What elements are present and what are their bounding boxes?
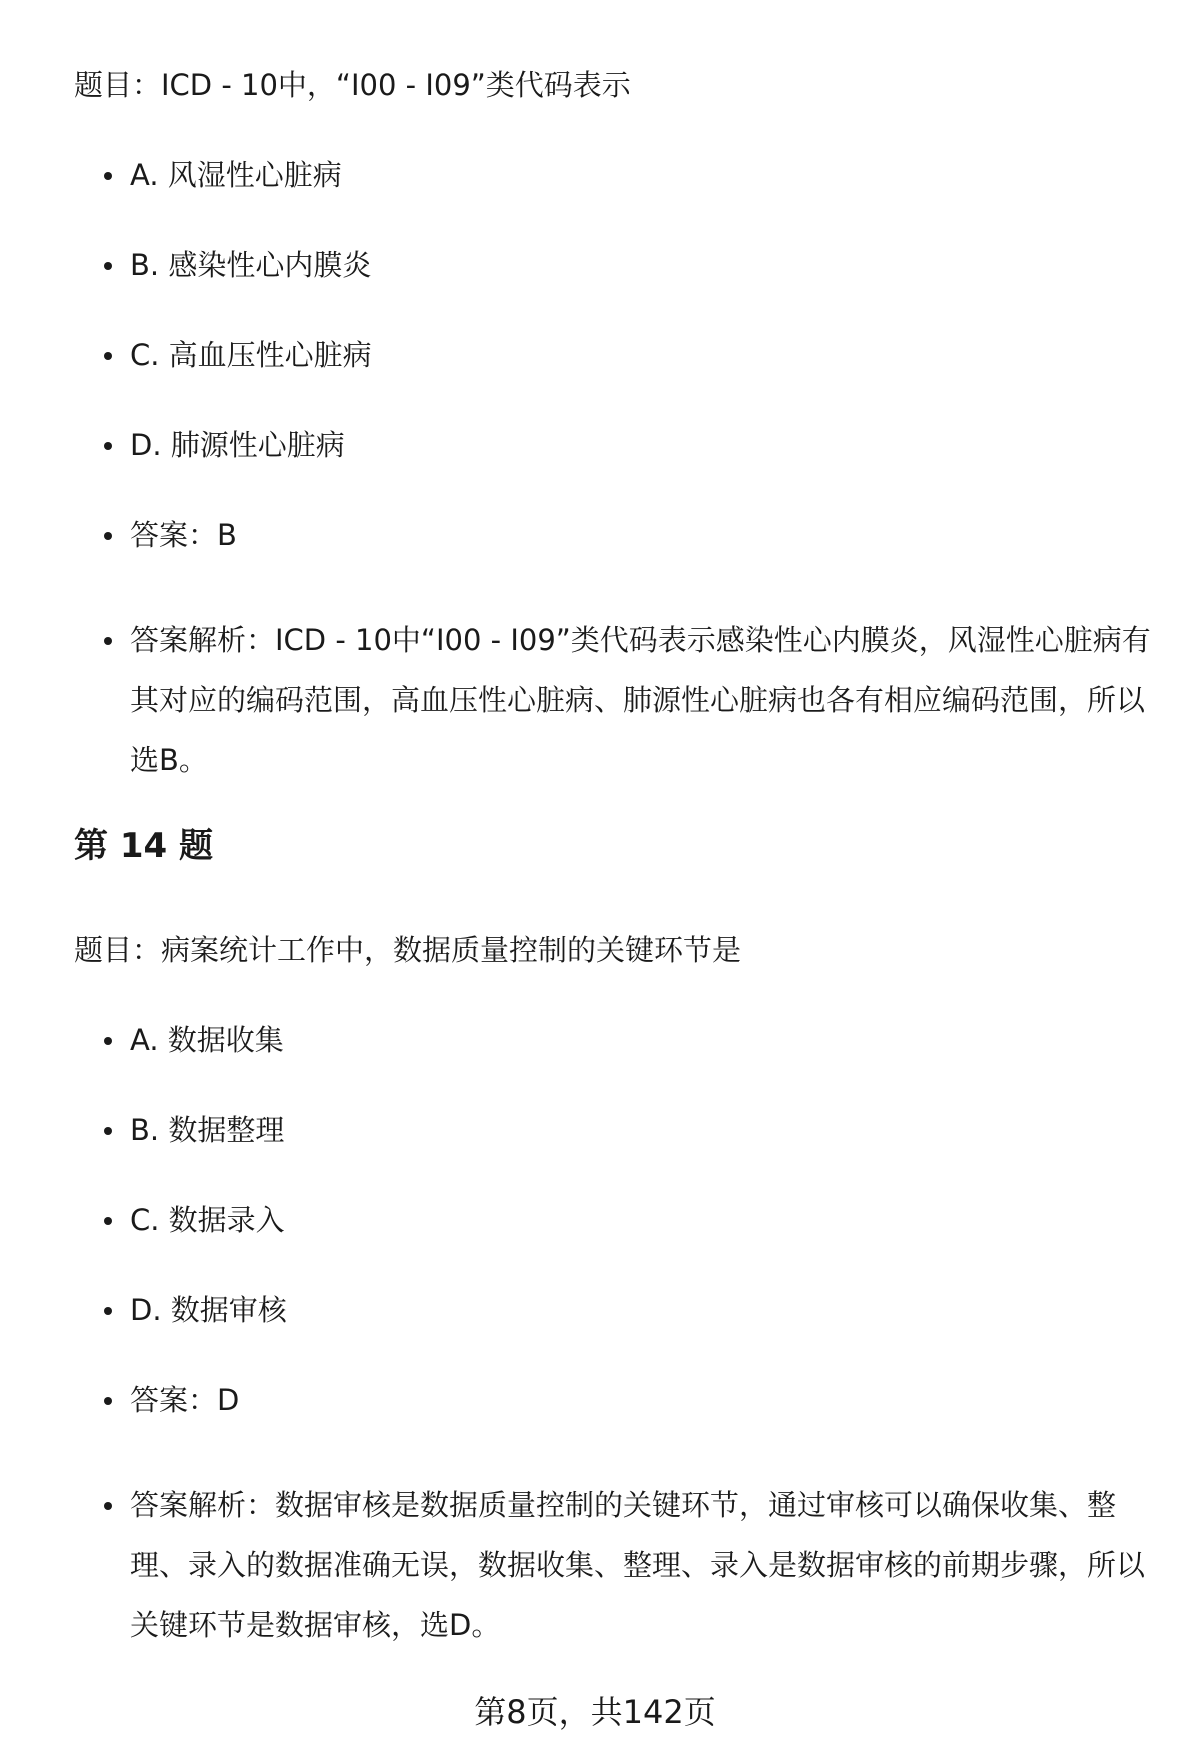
bullet-icon (104, 1217, 112, 1225)
option-list (74, 145, 1164, 790)
question-text: 题目：ICD - 10中，“I00 - I09”类代码表示 (74, 68, 631, 102)
bullet-icon (104, 1397, 112, 1405)
option-c: C. 数据录入 (74, 1190, 1164, 1280)
question-text: 题目：病案统计工作中，数据质量控制的关键环节是 (74, 933, 742, 967)
answer: 答案：D (74, 1370, 1164, 1460)
bullet-icon (104, 172, 112, 180)
option-c: C. 高血压性心脏病 (74, 325, 1164, 415)
option-b: B. 感染性心内膜炎 (74, 235, 1164, 325)
bullet-icon (104, 532, 112, 540)
bullet-icon (104, 442, 112, 450)
option-d: D. 数据审核 (74, 1280, 1164, 1370)
page-number: 第8页，共142页 (474, 1693, 716, 1731)
question-heading: 第 14 题 (74, 826, 213, 866)
option-a: A. 风湿性心脏病 (74, 145, 1164, 235)
option-a: A. 数据收集 (74, 1010, 1164, 1100)
bullet-icon (104, 262, 112, 270)
bullet-icon (104, 1127, 112, 1135)
bullet-icon (104, 1502, 112, 1510)
answer-explanation: 答案解析：ICD - 10中“I00 - I09”类代码表示感染性心内膜炎，风湿性心脏病有其对应的编码范围，高血压性心脏病、肺源性心脏病也各有相应编码范围，所以选B。 (74, 595, 1164, 790)
option-b: B. 数据整理 (74, 1100, 1164, 1190)
option-list (74, 1010, 1164, 1655)
option-d: D. 肺源性心脏病 (74, 415, 1164, 505)
bullet-icon (104, 637, 112, 645)
answer: 答案：B (74, 505, 1164, 595)
answer-explanation: 答案解析：数据审核是数据质量控制的关键环节，通过审核可以确保收集、整理、录入的数据准确无误，数据收集、整理、录入是数据审核的前期步骤，所以关键环节是数据审核，选D。 (74, 1460, 1164, 1655)
bullet-icon (104, 352, 112, 360)
bullet-icon (104, 1037, 112, 1045)
bullet-icon (104, 1307, 112, 1315)
